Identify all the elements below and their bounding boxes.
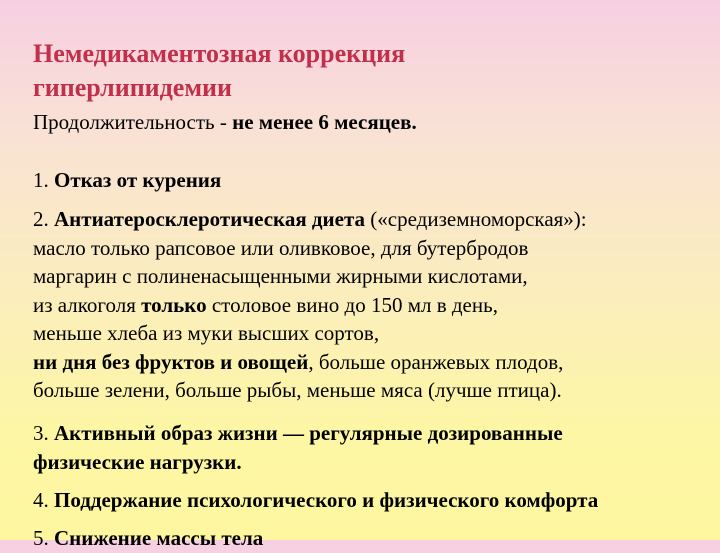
item-2-heading: Антиатеросклеротическая диета [54, 207, 366, 231]
duration-line [33, 108, 417, 136]
item-2-line-4-pre: из алкоголя [33, 292, 142, 317]
item-2-line-1 [33, 205, 587, 234]
item-2-line-4 [33, 291, 587, 320]
item-2-line-7: больше зелени, больше рыбы, меньше мяса (лучше птица). [33, 378, 562, 402]
item-2-number: 2. [33, 207, 54, 231]
list-item-4 [33, 486, 598, 515]
item-2-line-3: маргарин с полиненасыщенными жирными кислотами, [33, 264, 528, 288]
item-2-line-6 [33, 348, 587, 377]
item-3-line-1 [33, 419, 563, 448]
item-1-number: 1. [33, 168, 54, 192]
item-2-line-2: масло только рапсовое или оливковое, для бутербродов [33, 235, 529, 260]
duration-value: не менее 6 месяцев. [232, 110, 417, 134]
item-3-number: 3. [33, 421, 54, 445]
item-5-number: 5. [33, 526, 54, 550]
title-line-1: Немедикаментозная коррекция [33, 39, 406, 68]
slide-title [33, 37, 693, 105]
item-3-text-1: Активный образ жизни — регулярные дозированные [54, 421, 563, 445]
item-5-text: Снижение массы тела [54, 526, 264, 550]
item-4-text: Поддержание психологического и физического комфорта [54, 488, 599, 512]
item-2-line-6-bold: ни дня без фруктов и овощей [33, 349, 309, 374]
duration-label: Продолжительность - [33, 110, 233, 134]
item-2-line-5: меньше хлеба из муки высших сортов, [33, 321, 380, 345]
item-2-line-4-post: столовое вино до 150 мл в день, [206, 292, 498, 317]
item-1-text: Отказ от курения [54, 168, 222, 192]
list-item-2 [33, 205, 587, 405]
item-2-heading-rest: («средиземноморская»): [365, 207, 587, 231]
item-3-line-2 [33, 448, 563, 477]
list-item-3 [33, 419, 563, 476]
title-line-2: гиперлипидемии [33, 73, 233, 102]
list-item-5 [33, 524, 263, 553]
item-4-number: 4. [33, 488, 54, 512]
item-2-line-4-bold: только [141, 292, 207, 317]
item-3-text-2: физические нагрузки. [33, 449, 242, 474]
list-item-1 [33, 166, 221, 195]
item-2-line-6-post: , больше оранжевых плодов, [308, 349, 564, 374]
